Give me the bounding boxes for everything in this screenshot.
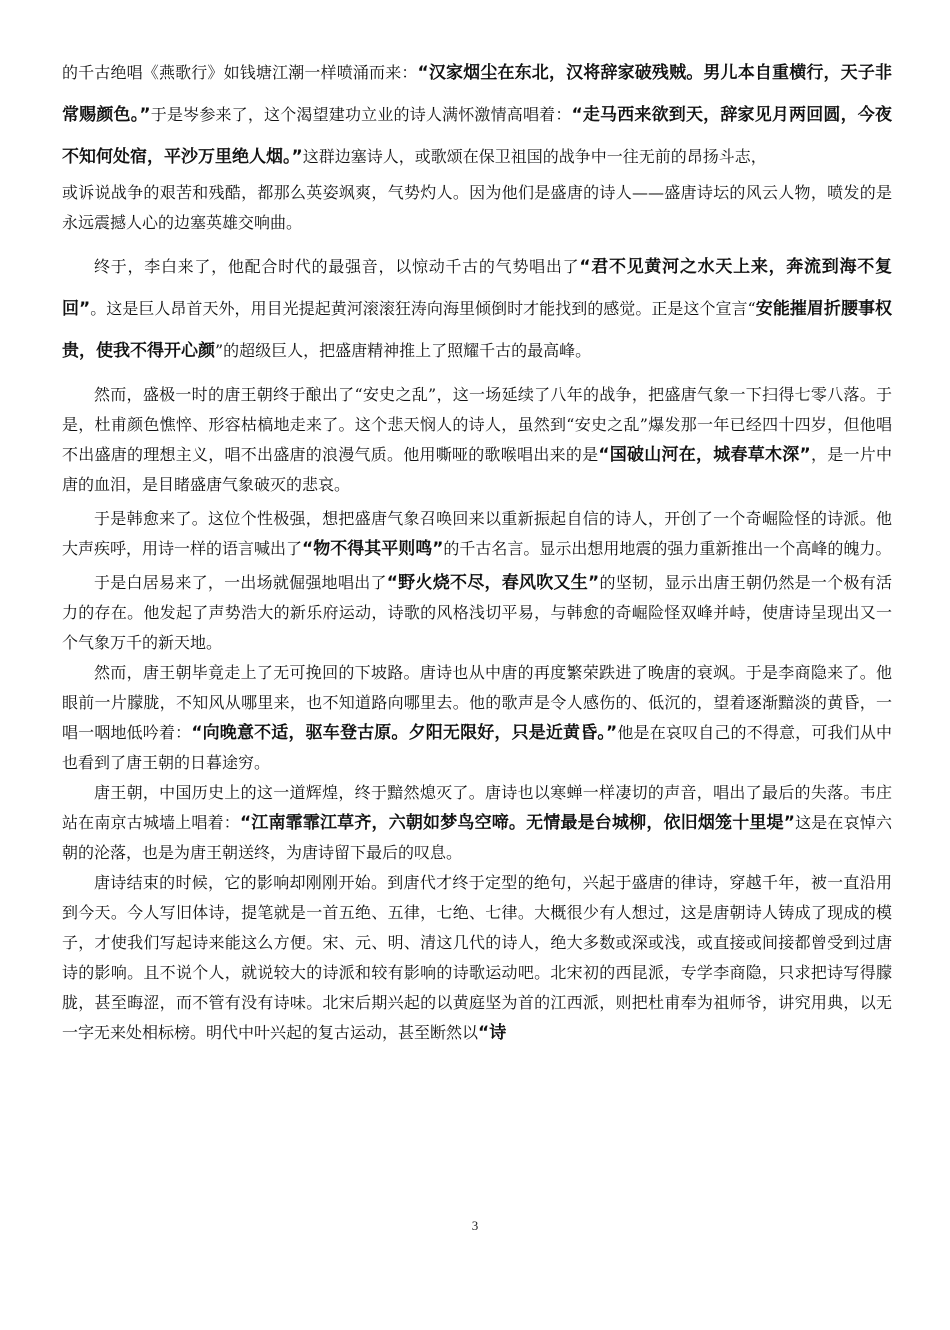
body-text: 终于，李白来了，他配合时代的最强音，以惊动千古的气势唱出了 — [94, 257, 580, 276]
page-number: 3 — [471, 1218, 479, 1233]
paragraph-li-bai — [62, 246, 892, 372]
paragraph-li-shangyin — [62, 658, 892, 778]
body-text: 唐诗结束的时候，它的影响却刚刚开始。到唐代才终于定型的绝句，兴起于盛唐的律诗，穿越千年，被一直沿用到今天。今人写旧体诗，提笔就是一首五绝、五律，七绝、七律。大概很少有人想过，这是唐朝诗人铸成了现成的模子，才使我们写起诗来能这么方便。宋、元、明、清这几代的诗人，绝大多数或深或浅，或直接或间接都曾受到过唐诗的影响。且不说个人，就说较大的诗派和较有影响的诗歌运动吧。北宋初的西昆派，专学李商隐，只求把诗写得朦胧，甚至晦涩，而不管有没有诗味。北宋后期兴起的以黄庭坚为首的江西派，则把杜甫奉为祖师爷，讲究用典，以无一字无来处相标榜。明代中叶兴起的复古运动，甚至断然以 — [62, 873, 892, 1042]
poem-quote: “物不得其平则鸣” — [302, 539, 444, 559]
body-text: 唐王朝，中国历史上的这一道辉煌，终于黯然熄灭了。唐诗也以寒蝉一样凄切的声音，唱出了最后的失落。韦庄站在南京古城墙上唱着： — [62, 783, 892, 832]
body-text: 的千古绝唱《燕歌行》如钱塘江潮一样喷涌而来： — [62, 63, 418, 82]
body-text: 。这是巨人昂首天外，用目光提起黄河滚滚狂涛向海里倾倒时才能找到的感觉。正是这个宣言“ — [90, 299, 756, 318]
paragraph-wei-zhuang — [62, 778, 892, 868]
body-text: 于是韩愈来了。这位个性极强，想把盛唐气象召唤回来以重新振起自信的诗人，开创了一个奇崛险怪的诗派。他大声疾呼，用诗一样的语言喊出了 — [62, 509, 892, 558]
paragraph-du-fu — [62, 380, 892, 500]
body-text: 然而，唐王朝毕竟走上了无可挽回的下坡路。唐诗也从中唐的再度繁荣跌进了晚唐的衰飒。于是李商隐来了。他眼前一片朦胧，不知风从哪里来，也不知道路向哪里去。他的歌声是令人感伤的、低沉的，望着逐渐黯淡的黄昏，一唱一咽地低吟着： — [62, 663, 892, 742]
paragraph-2 — [62, 178, 892, 238]
body-text: 于是白居易来了，一出场就倔强地唱出了 — [94, 573, 387, 592]
poem-quote: “君不见黄河之水天上来，奔流到海不复回” — [62, 257, 892, 319]
body-text: 这群边塞诗人，或歌颂在保卫祖国的战争中一往无前的昂扬斗志， — [302, 147, 767, 166]
poem-quote: “野火烧不尽，春风吹又生” — [386, 573, 600, 593]
body-text: ，是一片中唐的血泪，是目睹盛唐气象破灭的悲哀。 — [62, 445, 892, 494]
body-text: 的坚韧，显示出唐王朝仍然是一个极有活力的存在。他发起了声势浩大的新乐府运动，诗歌的风格浅切平易，与韩愈的奇崛险怪双峰并峙，使唐诗呈现出又一个气象万千的新天地。 — [62, 573, 892, 652]
body-text: ”的超级巨人，把盛唐精神推上了照耀千古的最高峰。 — [215, 341, 592, 360]
body-text: 他是在哀叹自己的不得意，可我们从中也看到了唐王朝的日暮途穷。 — [62, 723, 892, 772]
body-text: 或诉说战争的艰苦和残酷，都那么英姿飒爽，气势灼人。因为他们是盛唐的诗人——盛唐诗坛的风云人物，喷发的是永远震撼人心的边塞英雄交响曲。 — [62, 183, 892, 232]
body-text: 于是岑参来了，这个渴望建功立业的诗人满怀激情高唱着： — [150, 105, 572, 124]
poem-quote: 安能摧眉折腰事权贵，使我不得开心颜 — [62, 299, 893, 361]
paragraph-influence — [62, 868, 892, 1048]
body-text: 这是在哀悼六朝的沦落，也是为唐王朝送终，为唐诗留下最后的叹息。 — [62, 813, 892, 862]
poem-quote: “江南霏霏江草齐，六朝如梦鸟空啼。无情最是台城柳，依旧烟笼十里堤” — [239, 813, 795, 833]
poem-quote: “诗 — [478, 1023, 507, 1043]
poem-quote: “走马西来欲到天，辞家见月两回圆，今夜不知何处宿，平沙万里绝人烟。” — [62, 105, 892, 167]
poem-quote: “国破山河在，城春草木深” — [598, 445, 811, 465]
paragraph-1 — [62, 52, 892, 178]
document-page — [62, 52, 892, 1048]
body-text: 的千古名言。显示出想用地震的强力重新推出一个高峰的魄力。 — [443, 539, 892, 558]
paragraph-bai-juyi — [62, 568, 892, 658]
paragraph-han-yu — [62, 504, 892, 564]
poem-quote: “汉家烟尘在东北，汉将辞家破残贼。男儿本自重横行，天子非常赐颜色。” — [62, 63, 892, 125]
body-text: 然而，盛极一时的唐王朝终于酿出了“安史之乱”，这一场延续了八年的战争，把盛唐气象一下扫得七零八落。于是，杜甫颜色憔悴、形容枯槁地走来了。这个悲天悯人的诗人，虽然到“安史之乱”爆发那一年已经四十四岁，但他唱不出盛唐的理想主义，唱不出盛唐的浪漫气质。他用嘶哑的歌喉唱出来的是 — [62, 385, 892, 464]
poem-quote: “向晚意不适，驱车登古原。夕阳无限好，只是近黄昏。” — [191, 723, 618, 743]
